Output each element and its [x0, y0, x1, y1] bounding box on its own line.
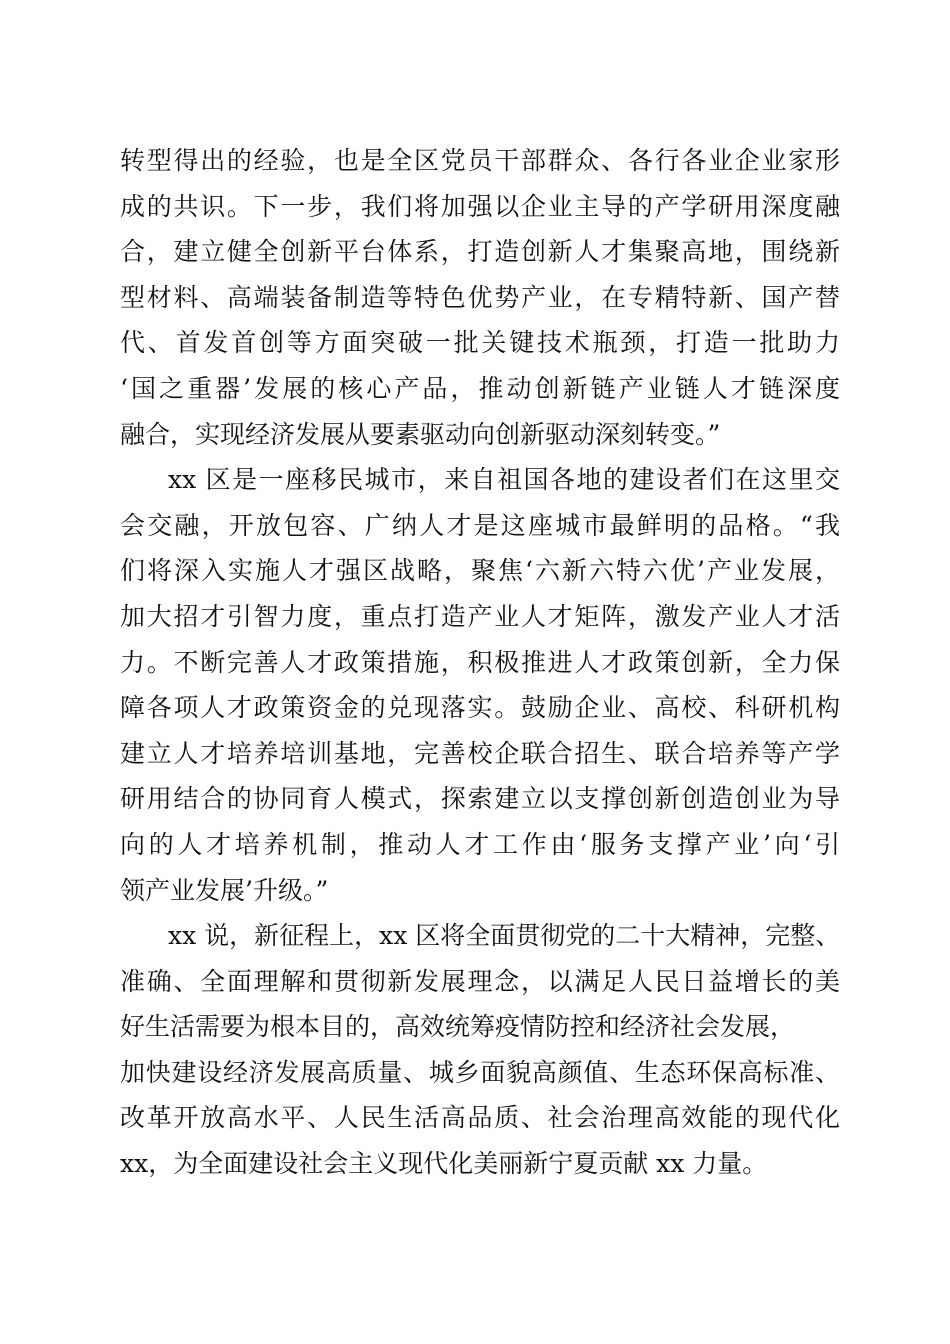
text-line: 合，建立健全创新平台体系，打造创新人才集聚高地，围绕新 — [120, 237, 840, 267]
text-line: 会交融，开放包容、广纳人才是这座城市最鲜明的品格。“我 — [120, 510, 840, 540]
text-line: 加快建设经济发展高质量、城乡面貌高颜值、生态环保高标准、 — [120, 1057, 840, 1087]
text-line: xx，为全面建设社会主义现代化美丽新宁夏贡献 xx 力量。 — [120, 1149, 768, 1179]
text-line: 代、首发首创等方面突破一批关键技术瓶颈，打造一批助力 — [120, 328, 840, 358]
paragraph-first-line: xx 区是一座移民城市，来自祖国各地的建设者们在这里交 — [168, 465, 840, 495]
text-line: 向的人才培养机制，推动人才工作由‘服务支撑产业’向‘引 — [120, 829, 840, 859]
text-line: 准确、全面理解和贯彻新发展理念，以满足人民日益增长的美 — [120, 966, 840, 996]
text-line: 们将深入实施人才强区战略，聚焦‘六新六特六优’产业发展， — [120, 556, 840, 586]
text-line: 建立人才培养培训基地，完善校企联合招生、联合培养等产学 — [120, 738, 840, 768]
text-line: 转型得出的经验，也是全区党员干部群众、各行各业企业家形 — [120, 146, 840, 175]
text-line: 研用结合的协同育人模式，探索建立以支撑创新创造创业为导 — [120, 784, 840, 814]
text-line: 加大招才引智力度，重点打造产业人才矩阵，激发产业人才活 — [120, 601, 840, 631]
text-line: ‘国之重器’发展的核心产品，推动创新链产业链人才链深度 — [120, 373, 840, 403]
text-line: 融合，实现经济发展从要素驱动向创新驱动深刻转变。” — [120, 419, 721, 449]
body-text — [120, 138, 840, 1187]
text-line: 力。不断完善人才政策措施，积极推进人才政策创新，全力保 — [120, 647, 840, 677]
paragraph-first-line: xx 说，新征程上，xx 区将全面贯彻党的二十大精神，完整、 — [168, 921, 841, 951]
text-line: 成的共识。下一步，我们将加强以企业主导的产学研用深度融 — [120, 191, 840, 221]
text-line: 型材料、高端装备制造等特色优势产业，在专精特新、国产替 — [120, 282, 840, 312]
text-line: 障各项人才政策资金的兑现落实。鼓励企业、高校、科研机构 — [120, 693, 840, 723]
text-line: 好生活需要为根本目的，高效统筹疫情防控和经济社会发展， — [120, 1012, 796, 1042]
text-line: 领产业发展’升级。” — [120, 875, 329, 905]
text-line: 改革开放高水平、人民生活高品质、社会治理高效能的现代化 — [120, 1103, 840, 1133]
